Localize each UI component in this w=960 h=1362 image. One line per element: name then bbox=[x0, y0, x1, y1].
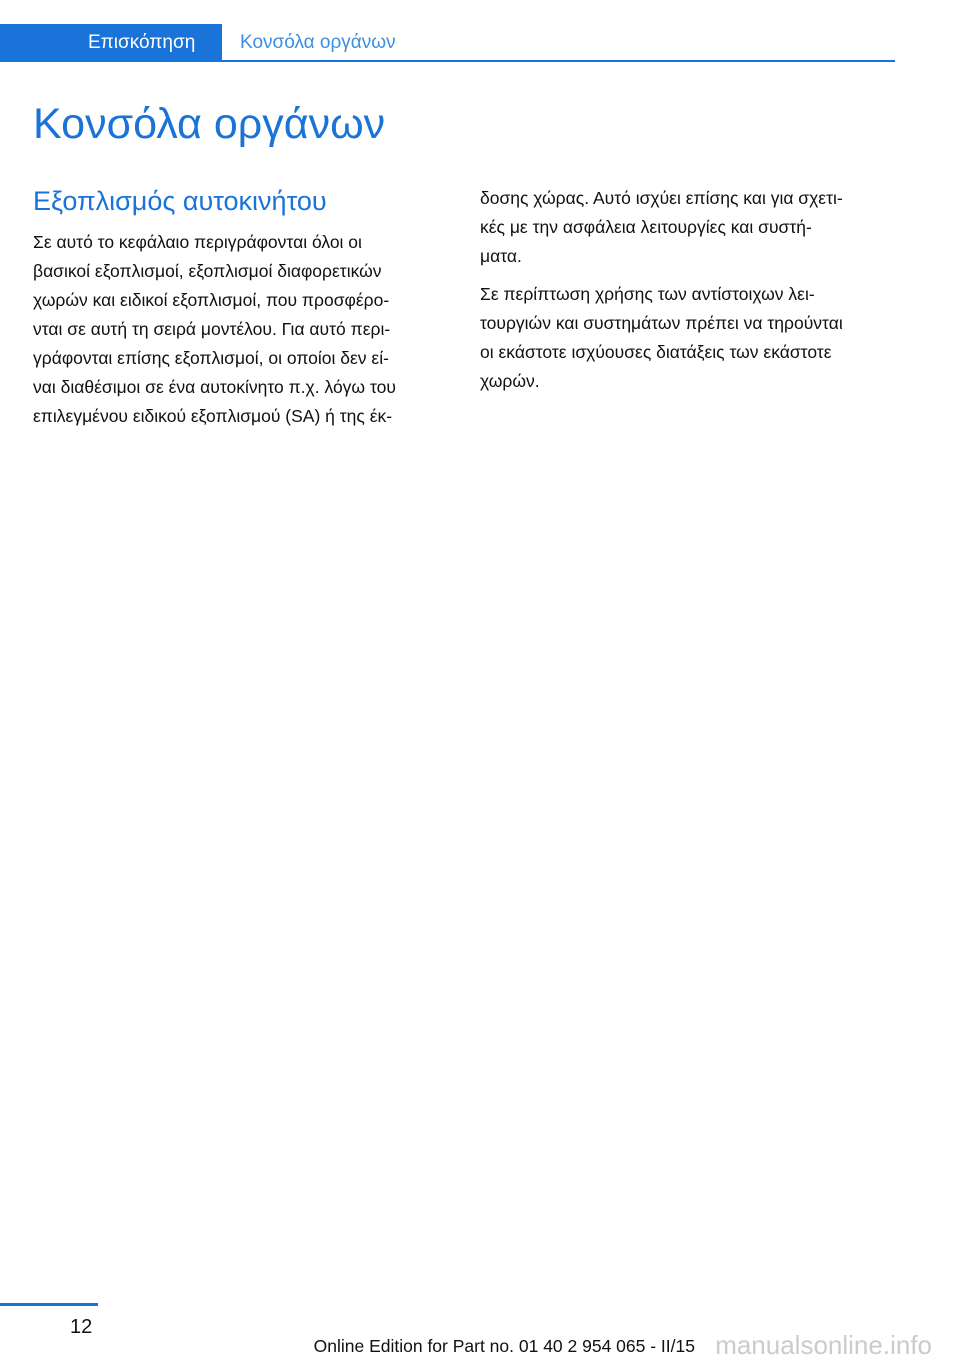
paragraph-regulations bbox=[480, 280, 900, 396]
text-line: Σε περίπτωση χρήσης των αντίστοιχων λει‐ bbox=[480, 284, 815, 304]
header-tabbar bbox=[0, 24, 895, 62]
paragraph-continued bbox=[480, 184, 900, 271]
text-line: χωρών. bbox=[480, 371, 540, 391]
right-column bbox=[480, 184, 900, 405]
paragraph-intro bbox=[33, 228, 453, 431]
text-line: τουργιών και συστημάτων πρέπει να τηρούνται bbox=[480, 313, 843, 333]
text-line: δοσης χώρας. Αυτό ισχύει επίσης και για σχετι‐ bbox=[480, 188, 843, 208]
text-line: ναι διαθέσιμοι σε ένα αυτοκίνητο π.χ. λόγω του bbox=[33, 377, 396, 397]
tab-underline bbox=[222, 60, 895, 62]
text-line: χωρών και ειδικοί εξοπλισμοί, που προσφέρο‐ bbox=[33, 290, 390, 310]
watermark: manualsonline.info bbox=[715, 1330, 932, 1360]
tab-overview[interactable]: Επισκόπηση bbox=[0, 24, 222, 62]
text-line: γράφονται επίσης εξοπλισμοί, οι οποίοι δεν εί‐ bbox=[33, 348, 389, 368]
text-line: οι εκάστοτε ισχύουσες διατάξεις των εκάστοτε bbox=[480, 342, 832, 362]
left-column bbox=[33, 228, 453, 440]
footer-rule bbox=[0, 1303, 98, 1306]
text-line: Σε αυτό το κεφάλαιο περιγράφονται όλοι οι bbox=[33, 232, 362, 252]
text-line: νται σε αυτή τη σειρά μοντέλου. Για αυτό περι‐ bbox=[33, 319, 391, 339]
text-line: ματα. bbox=[480, 246, 522, 266]
page-number: 12 bbox=[70, 1316, 93, 1338]
text-line: βασικοί εξοπλισμοί, εξοπλισμοί διαφορετικών bbox=[33, 261, 382, 281]
page-title: Κονσόλα οργάνων bbox=[33, 100, 386, 148]
text-line: επιλεγμένου ειδικού εξοπλισμού (SA) ή της έκ‐ bbox=[33, 406, 393, 426]
breadcrumb-instrument-cluster[interactable]: Κονσόλα οργάνων bbox=[240, 32, 396, 53]
edition-note: Online Edition for Part no. 01 40 2 954 065 - II/15 bbox=[313, 1336, 695, 1356]
text-line: κές με την ασφάλεια λειτουργίες και συστή‐ bbox=[480, 217, 812, 237]
section-heading: Εξοπλισμός αυτοκινήτου bbox=[33, 186, 327, 216]
